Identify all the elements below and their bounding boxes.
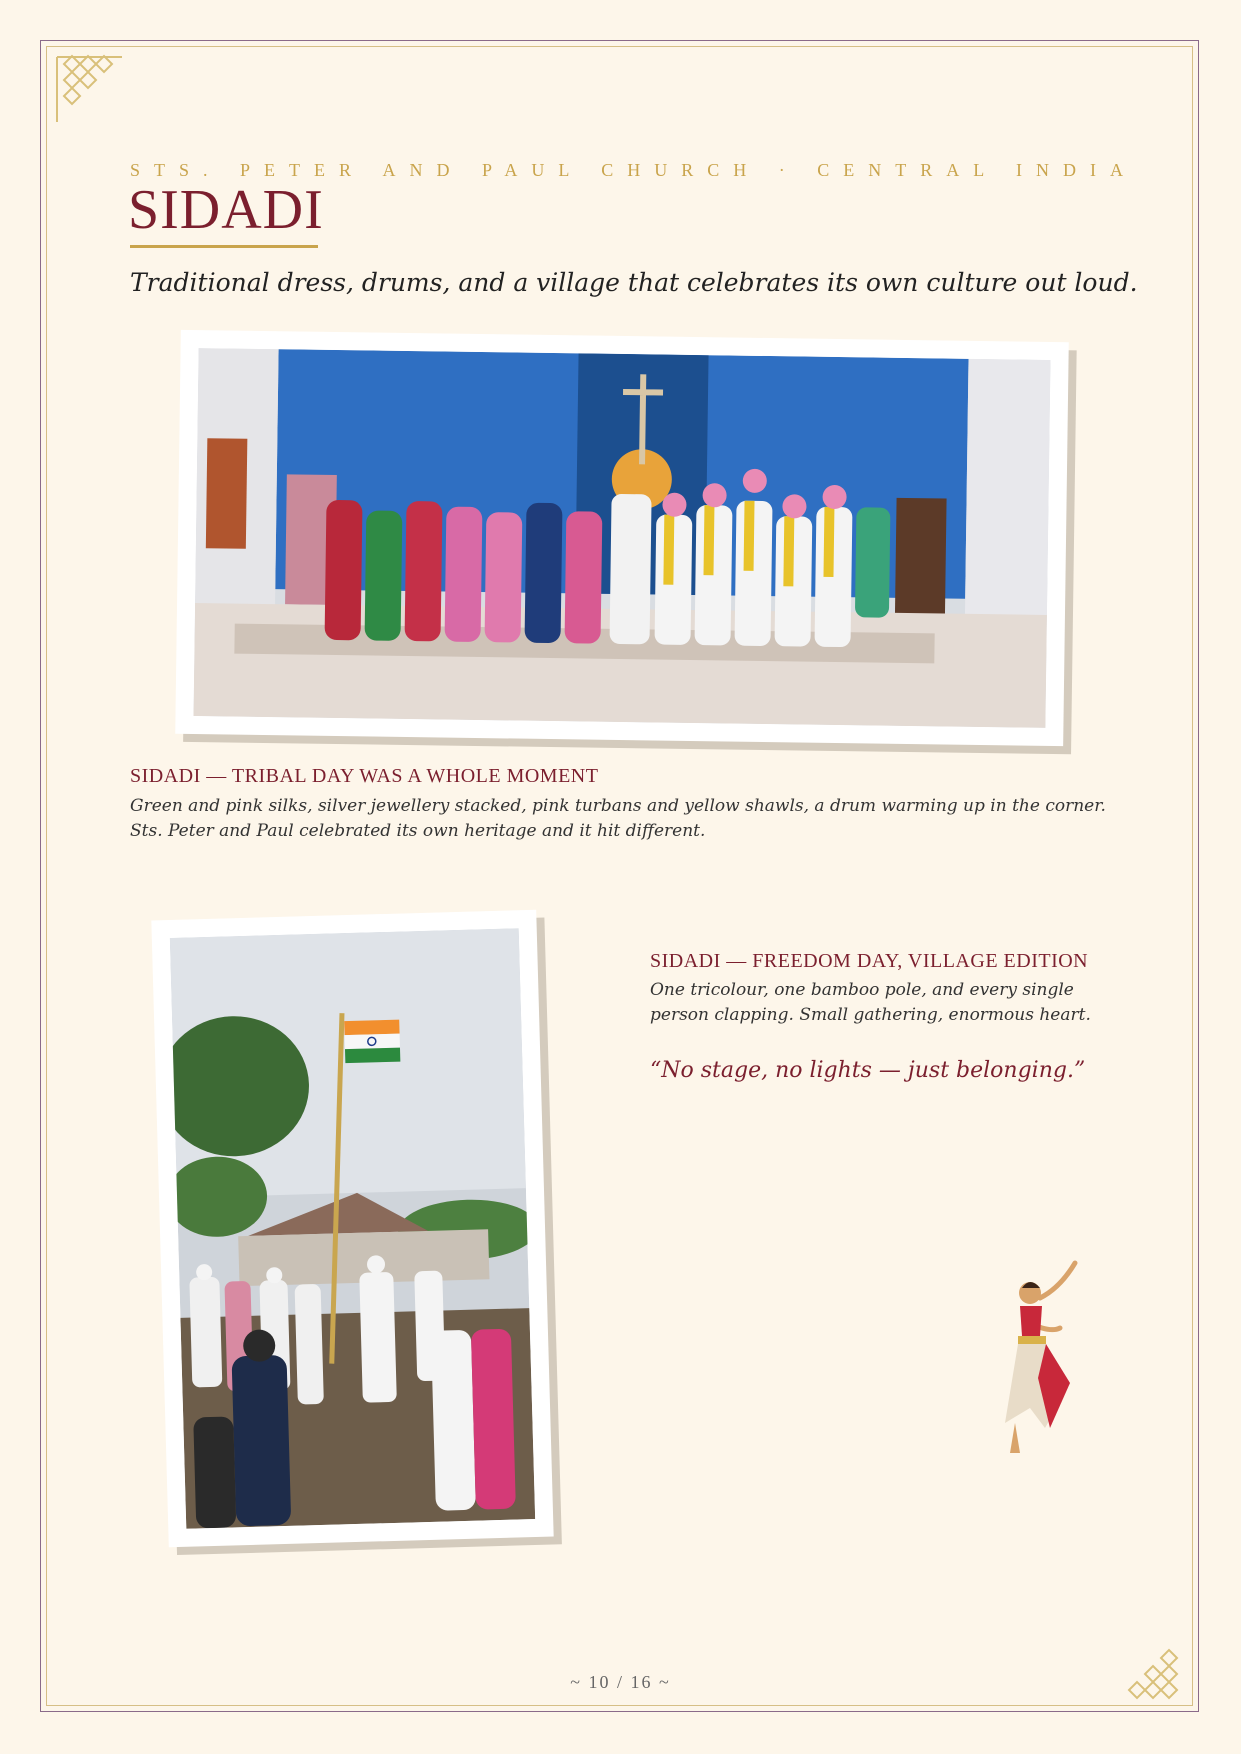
kicker: STS. PETER AND PAUL CHURCH · CENTRAL INDIA — [130, 160, 1138, 180]
freedom-day-caption-title: SIDADI — FREEDOM DAY, VILLAGE EDITION — [650, 950, 1089, 972]
tribal-day-caption-text: Green and pink silks, silver jewellery stacked, pink turbans and yellow shawls, a drum warming up in the corner. Sts. Peter and Paul celebrated its own heritage and it hit different. — [130, 796, 1106, 841]
dancer-illustration-icon — [990, 1258, 1100, 1468]
corner-ornament-icon — [52, 52, 132, 132]
freedom-day-caption-text: One tricolour, one bamboo pole, and every single person clapping. Small gathering, enormous heart. — [650, 980, 1091, 1025]
tribal-day-caption-title: SIDADI — TRIBAL DAY WAS A WHOLE MOMENT — [130, 765, 599, 787]
india-flag-icon — [344, 1020, 400, 1064]
page-title: SIDADI — [128, 179, 324, 241]
pull-quote: “No stage, no lights — just belonging.” — [650, 1058, 1086, 1083]
page-number: ~ 10 / 16 ~ — [570, 1672, 671, 1692]
freedom-day-photo — [151, 910, 553, 1548]
page-subtitle: Traditional dress, drums, and a village that celebrates its own culture out loud. — [130, 268, 1138, 297]
freedom-day-photo-image — [170, 928, 535, 1529]
title-underline — [130, 245, 318, 248]
tribal-day-photo-image — [193, 348, 1050, 728]
tribal-day-photo — [175, 330, 1069, 746]
